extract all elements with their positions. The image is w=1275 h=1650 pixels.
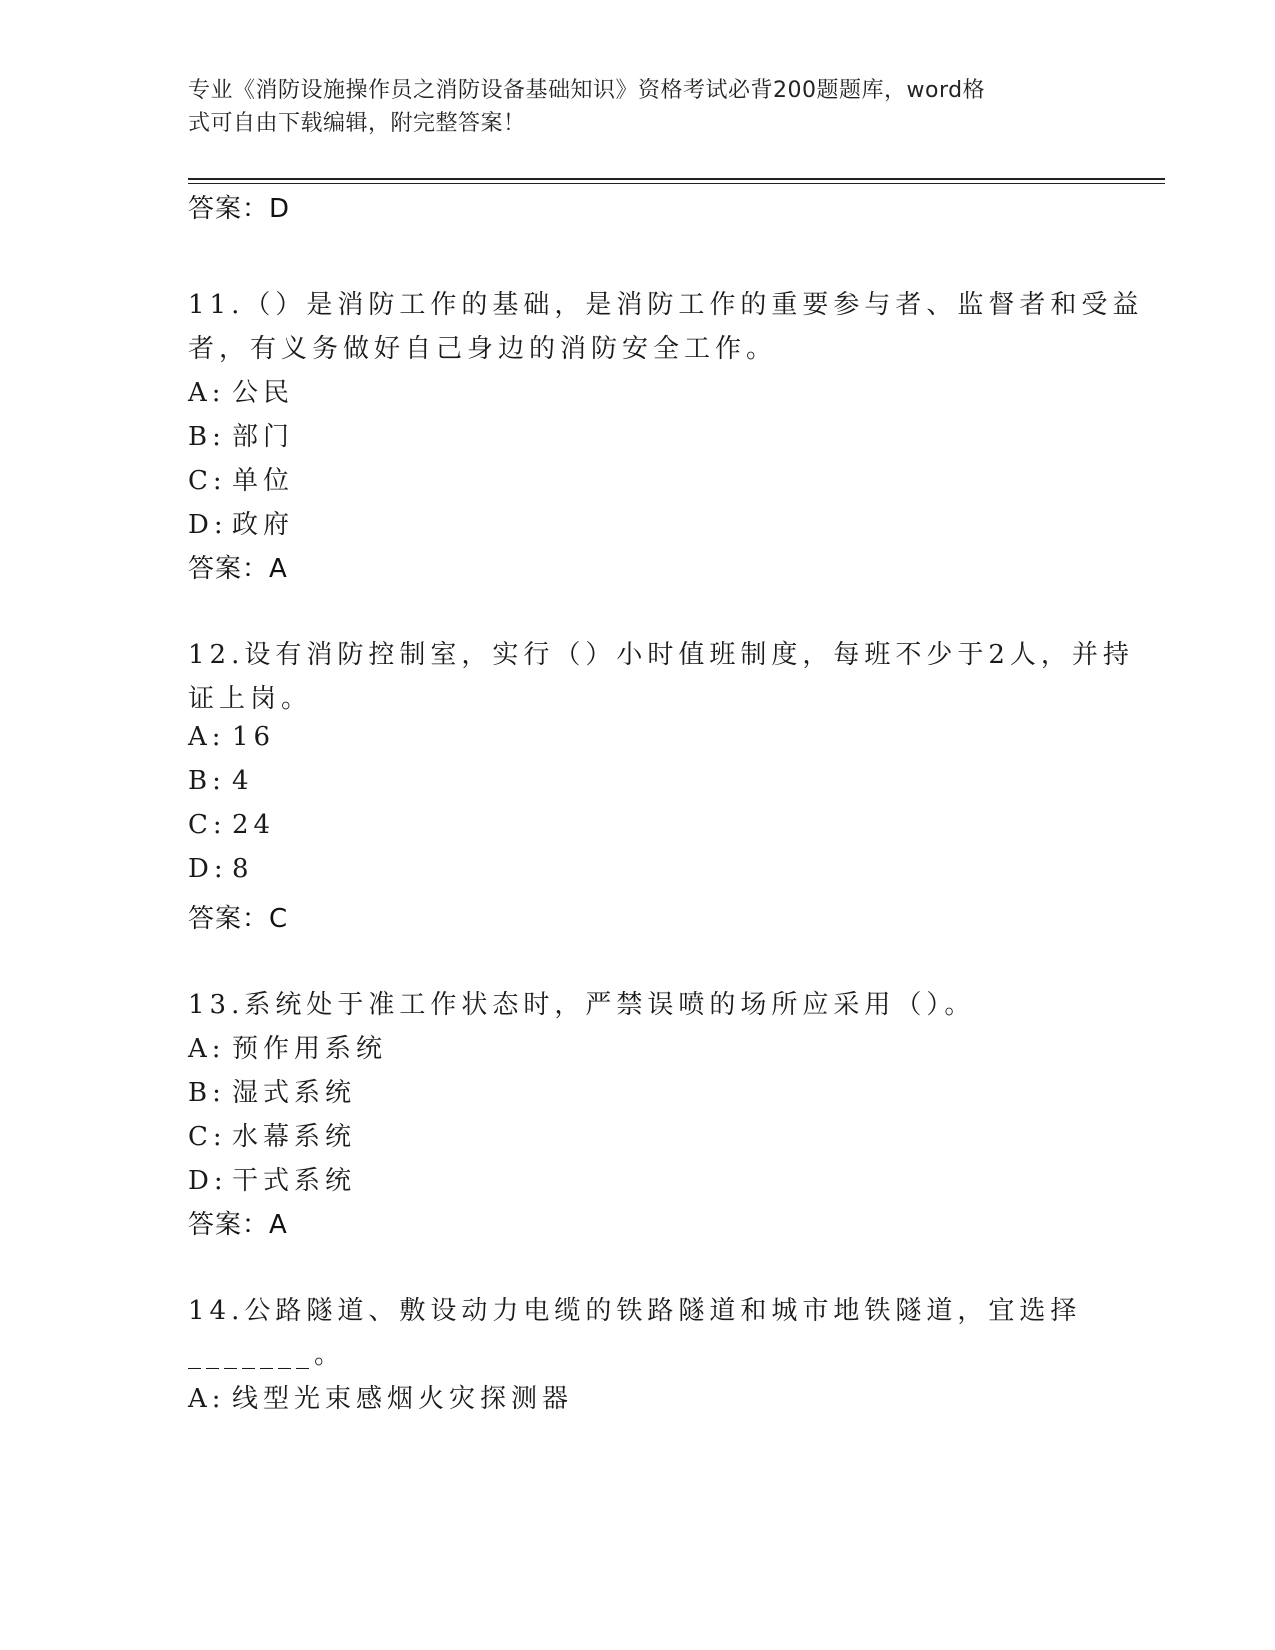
option-letter: A: (188, 1384, 226, 1414)
option-letter: C: (188, 466, 227, 496)
header-divider-thin (188, 183, 1165, 184)
option-text: 预作用系统 (232, 1034, 388, 1064)
option-letter: D: (188, 510, 228, 540)
question-13-option-c (188, 1116, 356, 1153)
header-divider-thick (188, 178, 1165, 180)
document-header (188, 74, 1088, 140)
option-text: 政府 (232, 510, 295, 540)
header-line-2: 式可自由下载编辑，附完整答案！ (188, 111, 526, 136)
question-12-stem-line-2: 证上岗。 (188, 684, 313, 714)
option-text: 湿式系统 (232, 1078, 357, 1108)
question-12-option-a (188, 722, 275, 752)
question-11-option-d (188, 504, 294, 541)
question-11-option-b (188, 416, 294, 453)
option-letter: B: (188, 422, 226, 452)
option-text: 24 (232, 810, 276, 840)
option-letter: A: (188, 1034, 226, 1064)
question-13-stem-line-1: 13.系统处于准工作状态时，严禁误喷的场所应采用（）。 (188, 990, 976, 1020)
answer-previous: 答案：D (188, 194, 291, 224)
question-11-stem-line-1: 11.（）是消防工作的基础，是消防工作的重要参与者、监督者和受益 (188, 290, 1144, 320)
question-11-stem-line-2: 者，有义务做好自己身边的消防安全工作。 (188, 334, 778, 364)
question-13-answer: 答案：A (188, 1210, 288, 1240)
question-14-stem-line-2: _______。 (188, 1340, 346, 1370)
option-text: 8 (232, 854, 254, 884)
option-letter: C: (188, 810, 227, 840)
option-text: 线型光束感烟火灾探测器 (232, 1384, 574, 1414)
option-text: 部门 (232, 422, 295, 452)
question-14-option-a (188, 1378, 573, 1415)
question-11-option-c (188, 460, 294, 497)
question-12-stem-line-1: 12.设有消防控制室，实行（）小时值班制度，每班不少于2人，并持 (188, 640, 1134, 670)
option-letter: C: (188, 1122, 227, 1152)
option-text: 干式系统 (232, 1166, 357, 1196)
question-12-option-c (188, 810, 275, 840)
option-letter: D: (188, 854, 228, 884)
header-line-1: 专业《消防设施操作员之消防设备基础知识》资格考试必背200题题库，word格 (188, 78, 986, 103)
question-12-answer: 答案：C (188, 904, 289, 934)
question-13-option-a (188, 1028, 387, 1065)
option-letter: A: (188, 722, 226, 752)
question-11-option-a (188, 372, 294, 409)
option-letter: D: (188, 1166, 228, 1196)
option-letter: B: (188, 766, 226, 796)
question-11-answer: 答案：A (188, 554, 288, 584)
option-text: 4 (232, 766, 254, 796)
option-text: 水幕系统 (232, 1122, 357, 1152)
option-text: 公民 (232, 378, 295, 408)
question-12-option-d (188, 854, 254, 884)
option-letter: B: (188, 1078, 226, 1108)
question-12-option-b (188, 766, 254, 796)
question-13-option-d (188, 1160, 356, 1197)
option-letter: A: (188, 378, 226, 408)
question-14-stem-line-1: 14.公路隧道、敷设动力电缆的铁路隧道和城市地铁隧道，宜选择 (188, 1296, 1082, 1326)
option-text: 16 (232, 722, 276, 752)
option-text: 单位 (232, 466, 295, 496)
question-13-option-b (188, 1072, 356, 1109)
